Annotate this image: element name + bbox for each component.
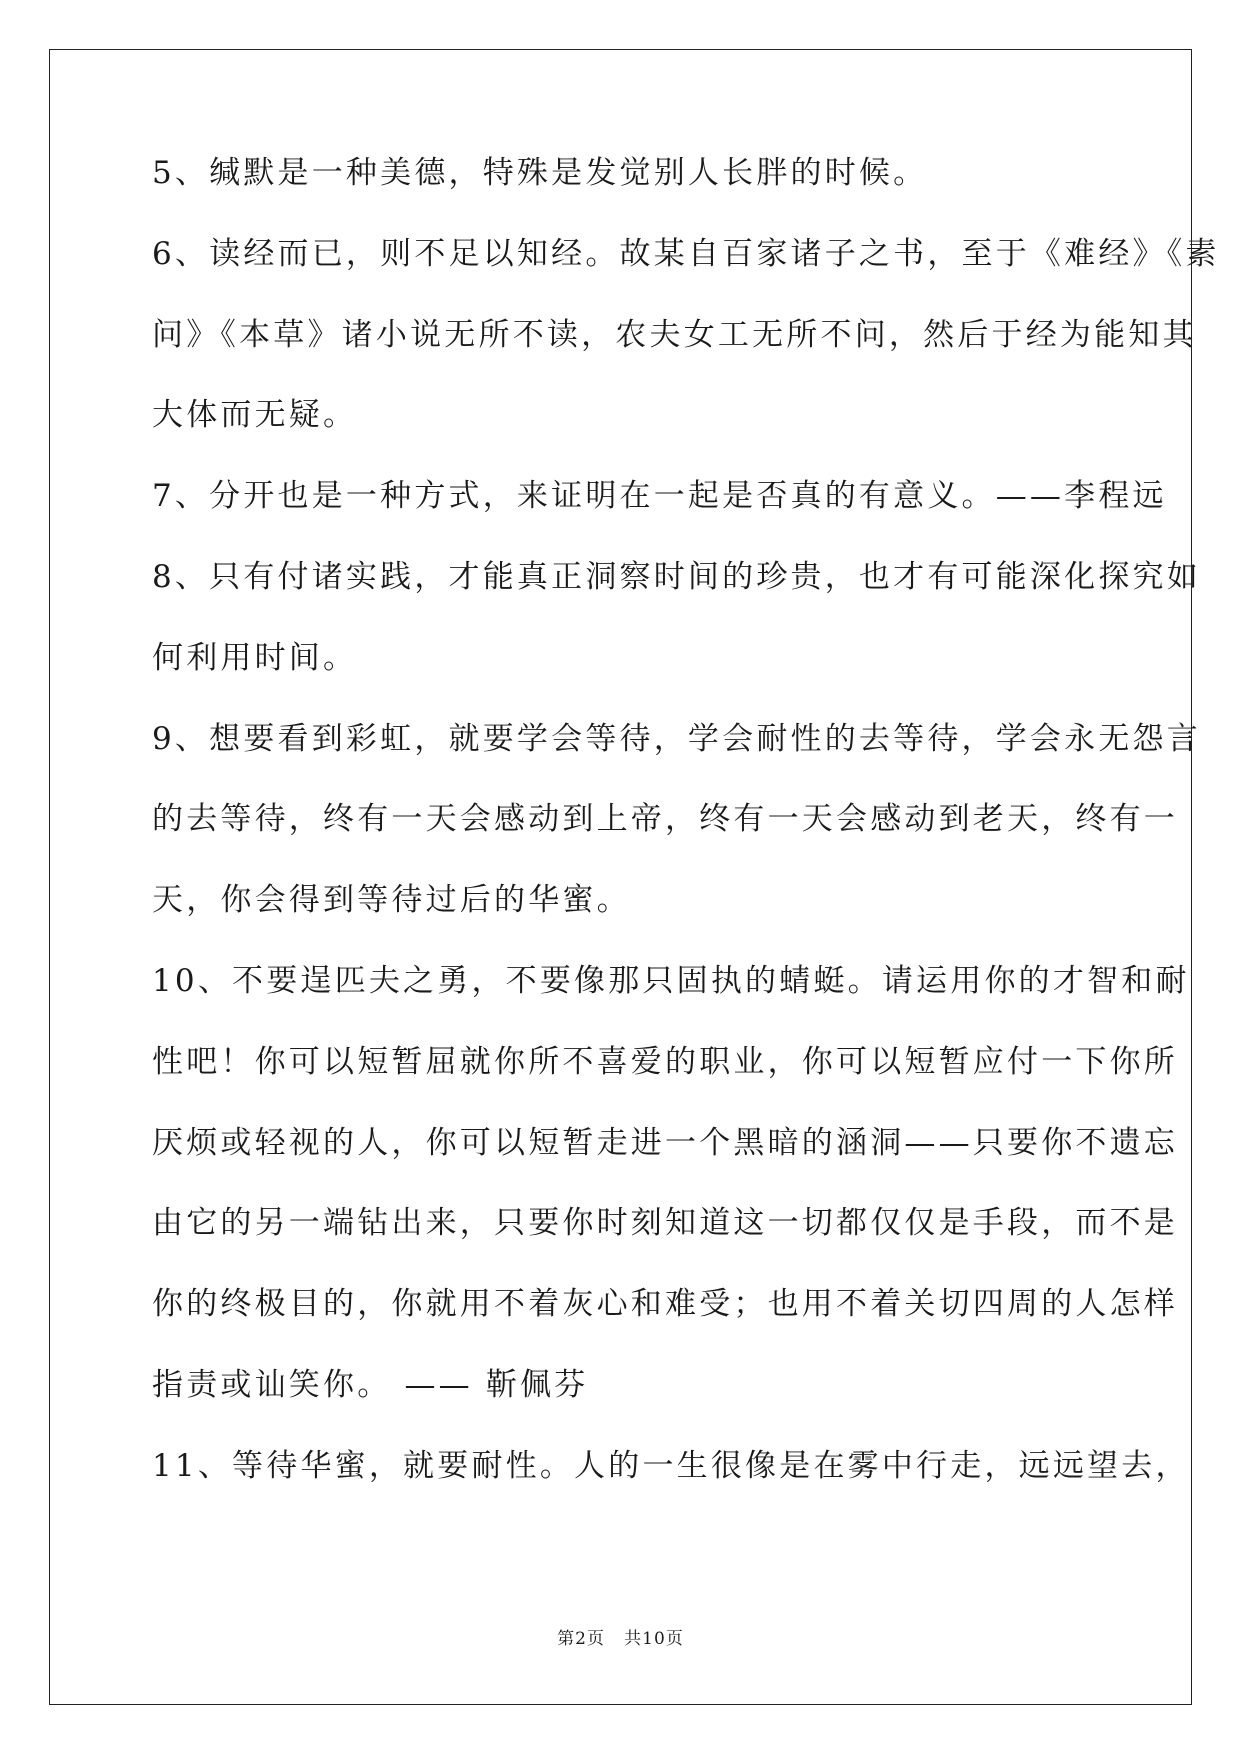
text-line: 厌烦或轻视的人，你可以短暂走进一个黑暗的涵洞——只要你不遗忘 xyxy=(152,1124,1178,1161)
text-line: 9、想要看到彩虹，就要学会等待，学会耐性的去等待，学会永无怨言 xyxy=(152,720,1201,757)
text-line: 的去等待，终有一天会感动到上帝，终有一天会感动到老天，终有一 xyxy=(152,801,1178,838)
text-line: 问》《本草》诸小说无所不读，农夫女工无所不问，然后于经为能知其 xyxy=(152,316,1197,353)
text-line: 大体而无疑。 xyxy=(152,397,358,434)
text-line: 11、等待华蜜，就要耐性。人的一生很像是在雾中行走，远远望去， xyxy=(152,1447,1190,1484)
text-line: 5、缄默是一种美德，特殊是发觉别人长胖的时候。 xyxy=(152,155,928,191)
document-body xyxy=(152,155,1220,1532)
text-line: 由它的另一端钻出来，只要你时刻知道这一切都仅仅是手段，而不是 xyxy=(152,1205,1178,1242)
text-line: 你的终极目的，你就用不着灰心和难受；也用不着关切四周的人怎样 xyxy=(152,1286,1178,1323)
page-number-footer: 第2页 共10页 xyxy=(557,1629,684,1649)
text-line: 7、分开也是一种方式，来证明在一起是否真的有意义。——李程远 xyxy=(152,478,1167,515)
text-line: 指责或讪笑你。 —— 靳佩芬 xyxy=(152,1366,589,1403)
text-line: 8、只有付诸实践，才能真正洞察时间的珍贵，也才有可能深化探究如 xyxy=(152,558,1201,595)
text-line: 性吧！你可以短暂屈就你所不喜爱的职业，你可以短暂应付一下你所 xyxy=(152,1043,1178,1080)
text-line: 天，你会得到等待过后的华蜜。 xyxy=(152,882,631,919)
text-line: 何利用时间。 xyxy=(152,639,358,676)
text-line: 6、读经而已，则不足以知经。故某自百家诸子之书，至于《难经》《素 xyxy=(152,235,1220,272)
text-line: 10、不要逞匹夫之勇，不要像那只固执的蜻蜓。请运用你的才智和耐 xyxy=(152,962,1190,999)
